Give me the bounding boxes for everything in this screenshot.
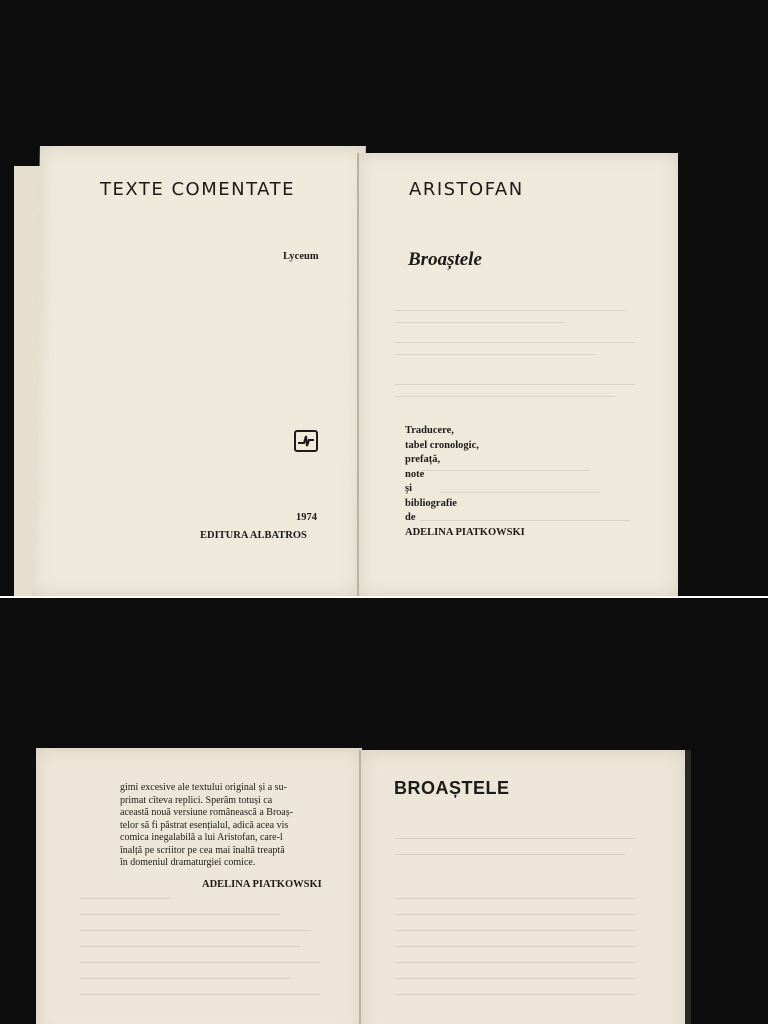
paragraph-line: această nouă versiune românească a Broaș-: [120, 807, 293, 818]
bottom-book-photo: [0, 598, 768, 1024]
show-through: [395, 310, 625, 311]
show-through: [395, 384, 635, 385]
credit-line: prefață,: [405, 454, 441, 465]
show-through: [395, 946, 635, 947]
show-through: [395, 854, 625, 855]
gutter: [357, 153, 359, 596]
publication-year: 1974: [296, 512, 317, 523]
preface-signature: ADELINA PIATKOWSKI: [202, 879, 322, 890]
play-title: BROAȘTELE: [394, 778, 510, 798]
series-title: TEXTE COMENTATE: [100, 179, 295, 200]
show-through: [395, 978, 635, 979]
show-through: [395, 962, 635, 963]
show-through: [395, 396, 615, 397]
publisher-name: EDITURA ALBATROS: [200, 530, 307, 541]
show-through: [80, 994, 320, 995]
credit-line: bibliografie: [405, 497, 457, 509]
show-through: [80, 978, 290, 979]
credit-line: de: [405, 512, 416, 523]
show-through: [80, 962, 320, 963]
credits-block: [405, 424, 525, 540]
credit-line: și: [405, 483, 413, 494]
albatros-logo-icon: [294, 430, 318, 452]
author-name: ARISTOFAN: [409, 179, 524, 200]
gutter: [359, 750, 361, 1024]
show-through: [395, 930, 635, 931]
credit-line: tabel cronologic,: [405, 439, 479, 451]
show-through: [80, 930, 310, 931]
closing-paragraph: [120, 782, 332, 870]
show-through: [80, 914, 280, 915]
paragraph-line: în domeniul dramaturgiei comice.: [120, 857, 256, 868]
page-edges: [685, 750, 691, 1024]
paragraph-line: gimi excesive ale textului original și a su-: [120, 782, 287, 793]
show-through: [395, 322, 565, 323]
show-through: [395, 342, 635, 343]
credit-line: note: [405, 468, 425, 480]
credit-line: ADELINA PIATKOWSKI: [405, 526, 525, 538]
show-through: [80, 898, 170, 899]
show-through: [395, 838, 635, 839]
left-page-top: [32, 146, 366, 596]
collection-label: Lyceum: [283, 251, 319, 262]
paragraph-line: comica inegalabilă a lui Aristofan, care-l: [120, 832, 283, 843]
book-title: Broaștele: [408, 249, 482, 270]
credit-line: Traducere,: [405, 425, 454, 436]
show-through: [395, 994, 635, 995]
show-through: [420, 520, 630, 521]
paragraph-line: înalță pe scriitor pe cea mai înaltă treaptă: [120, 844, 285, 856]
show-through: [440, 492, 600, 493]
show-through: [395, 914, 635, 915]
show-through: [80, 946, 300, 947]
show-through: [395, 354, 595, 355]
show-through: [395, 898, 635, 899]
paragraph-line: telor să fi păstrat esențialul, adică acea vis: [120, 819, 289, 831]
show-through: [420, 470, 590, 471]
paragraph-line: primat cîteva replici. Sperăm totuși ca: [120, 794, 273, 806]
